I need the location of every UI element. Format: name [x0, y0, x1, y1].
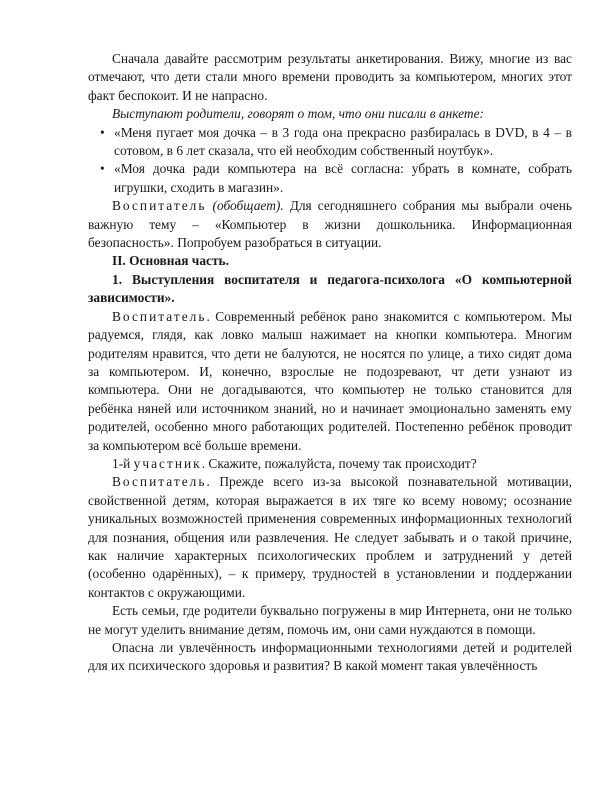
speaker-label: участник: [133, 455, 202, 471]
speaker-label: Воспитатель: [112, 474, 207, 490]
educator-answer-paragraph: [88, 473, 572, 602]
speaker-label: Воспитатель: [112, 308, 207, 324]
section-heading: II. Основная часть.: [112, 253, 229, 269]
question-paragraph: Опасна ли увлечённость информационными технологиями детей и родителей для их психического здоровья и развития? В какой момент такая увлечённость: [88, 640, 572, 674]
paragraph-text: . Скажите, пожалуйста, почему так происходит?: [201, 455, 477, 471]
bullet-dot-icon: •: [100, 124, 105, 140]
bullet-text: «Моя дочка ради компьютера на всё согласна: убрать в комнате, собрать игрушки, сходить в магазин».: [114, 161, 572, 195]
stage-note: (обобщает).: [212, 198, 284, 214]
bullet-dot-icon: •: [100, 161, 105, 177]
parents-speak-paragraph: Выступают родители, говорят о том, что они писали в анкете:: [112, 106, 484, 122]
paragraph-text: . Современный ребёнок рано знакомится с компьютером. Мы радуемся, глядя, как ловко малыш нажимает на кнопки компьютера. Многим родителям нравится, что дети не балуются, не носятся по улице, а тихо сидят дома за компьютером. И, конечно, взрослые не подозревают, чт дети узнают из компьютера. Они не догадываются, что компьютер не только становится для ребёнка няней или источником знаний, но и начинает эмоционально заменять ему родителей, особенно много работающих родителей. Постепенно ребёнок проводит за компьютером всё больше времени.: [88, 308, 572, 453]
bullet-item: [88, 124, 572, 161]
paragraph-text: Для сегодняшнего собрания мы выбрали очень важную тему – «Компьютер в жизни дошкольника. Информационная безопасность». Попробуем разобраться в ситуации.: [88, 198, 572, 251]
educator-paragraph: [88, 308, 572, 455]
subsection-heading: 1. Выступления воспитателя и педагога-психолога «О компьютерной зависимости».: [88, 271, 572, 306]
educator-summary-paragraph: [88, 197, 572, 252]
intro-paragraph: Сначала давайте рассмотрим результаты анкетирования. Вижу, многие из вас отмечают, что дети стали много времени проводить за компьютером, многих этот факт беспокоит. И не напрасно.: [88, 51, 572, 103]
participant-question-paragraph: [88, 455, 572, 473]
speaker-label: Воспитатель: [112, 198, 207, 214]
bullet-text: «Меня пугает моя дочка – в 3 года она прекрасно разбиралась в DVD, в 4 – в сотовом, в 6 лет сказала, что ей необходим собственный ноутбук».: [114, 124, 572, 159]
bullet-item: [88, 160, 572, 197]
paragraph-text: . Прежде всего из-за высокой познавательной мотивации, свойственной детям, которая выражается в их тяге ко всему новому; осознание уникальных возможностей применения современных информационных технологий для познания, общения или развлечения. Не следует забывать и о такой причине, как наличие характерных психологических проблем и затруднений у детей (особенно одарённых), – к примеру, трудностей в установлении и поддержании контактов с окружающими.: [88, 474, 572, 600]
document-page: [88, 50, 572, 676]
families-paragraph: Есть семьи, где родители буквально погружены в мир Интернета, они не только не могут уделить внимание детям, помочь им, они сами нуждаются в помощи.: [88, 603, 572, 637]
participant-number: 1-й: [112, 455, 134, 471]
